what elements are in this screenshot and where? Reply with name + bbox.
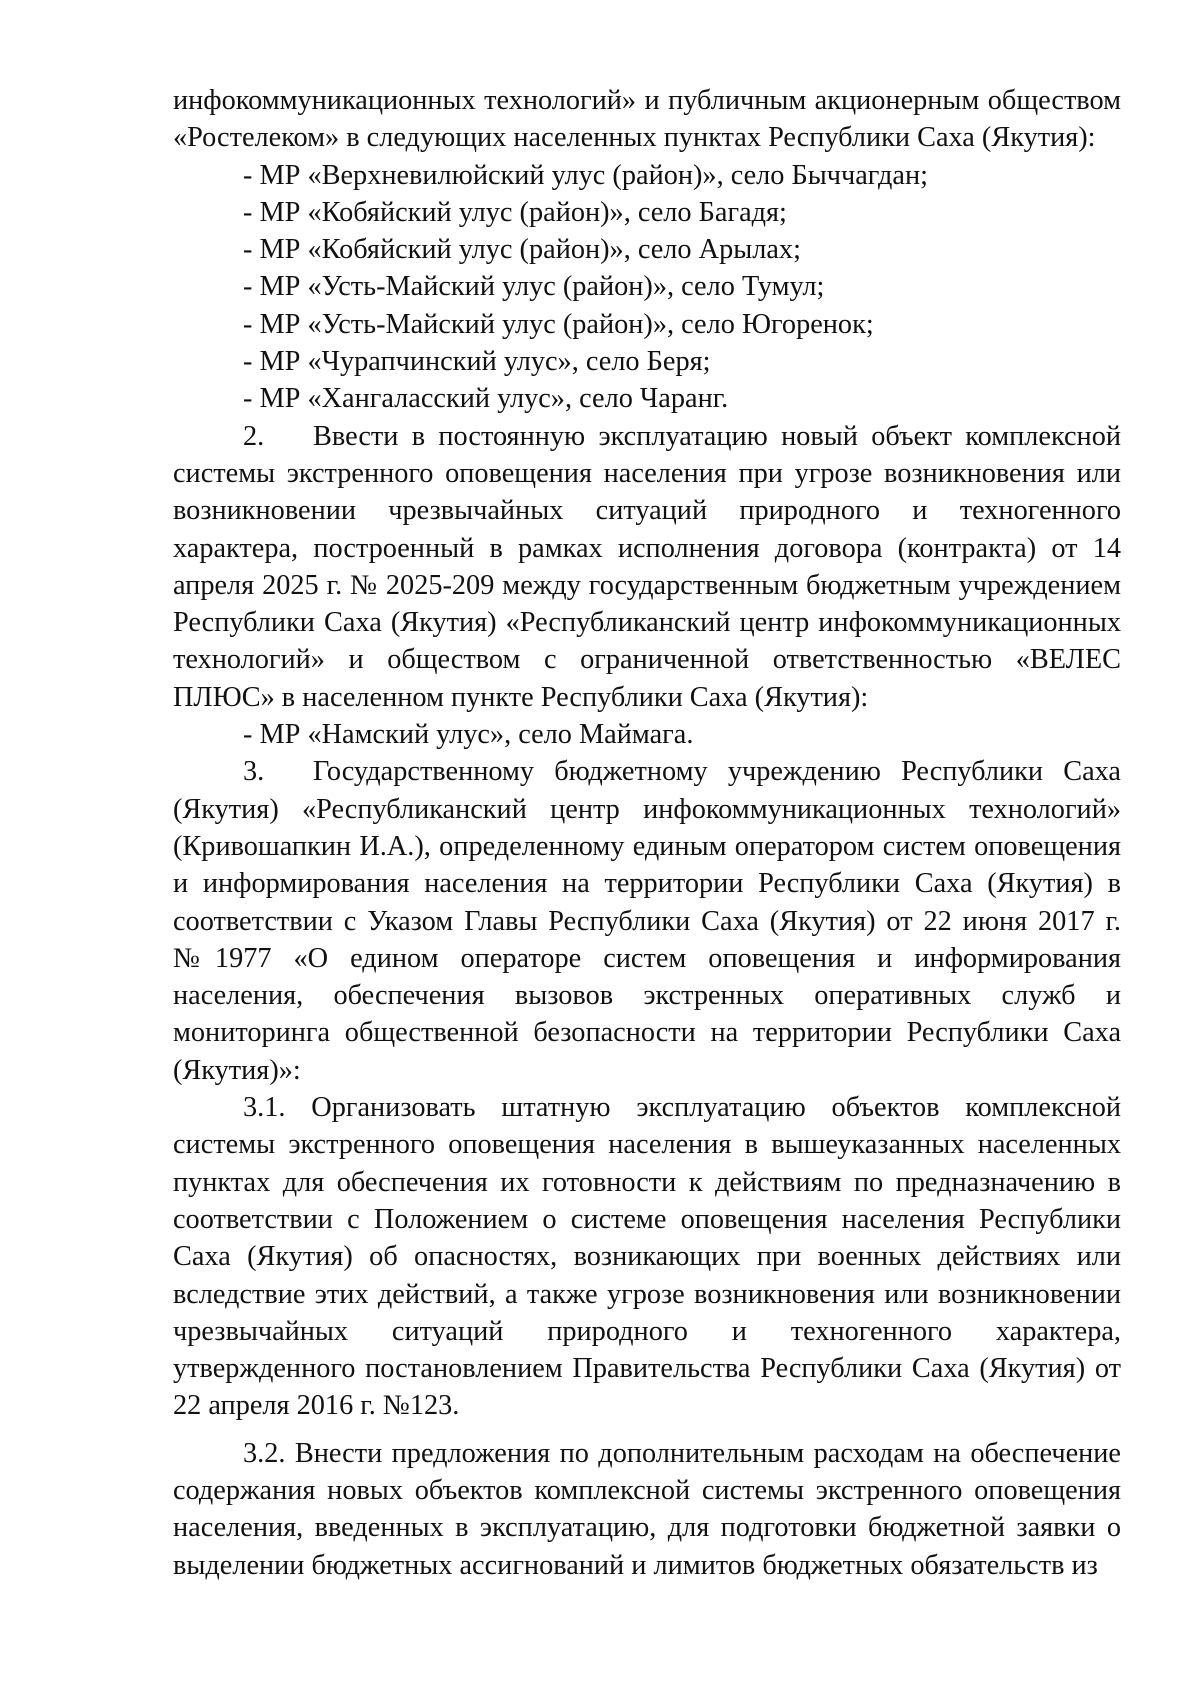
paragraph-text: Ввести в постоянную эксплуатацию новый объект комплексной системы экстренного оповещения населения при угрозе возникновения или возникновении чрезвычайных ситуаций природного и техногенного характера, построенный в рамках исполнения договора (контракта) от 14 апреля 2025 г. № 2025-209 между государственным бюджетным учреждением Республики Саха (Якутия) «Республиканский центр инфокоммуникационных технологий» и обществом с ограниченной ответственностью «ВЕЛЕС ПЛЮС» в населенном пункте Республики Саха (Якутия): (173, 420, 1121, 713)
paragraph-gap (173, 1425, 1121, 1435)
list-item: - МР «Кобяйский улус (район)», село Багадя; (243, 196, 787, 228)
list-item: - МР «Кобяйский улус (район)», село Арылах; (243, 234, 801, 266)
paragraph-3 (173, 753, 1121, 1089)
paragraph-2 (173, 418, 1121, 716)
paragraph-number: 2. (243, 420, 265, 452)
paragraph-text: Государственному бюджетному учреждению Республики Саха (Якутия) «Республиканский центр инфокоммуникационных технологий» (Кривошапкин И.А.), определенному единым оператором систем оповещения и информирования населения на территории Республики Саха (Якутия) в соответствии с Указом Главы Республики Саха (Якутия) от 22 июня 2017 г. №1977 «О едином операторе систем оповещения и информирования населения, обеспечения вызовов экстренных оперативных служб и мониторинга общественной безопасности на территории Республики Саха (Якутия)»: (173, 756, 1121, 1086)
list-item: - МР «Усть-Майский улус (район)», село Тумул; (243, 271, 825, 303)
list-item: - МР «Чурапчинский улус», село Беря; (243, 346, 711, 378)
document-page (173, 82, 1121, 1584)
settlements-list-1 (173, 157, 1121, 418)
paragraph-3-2: 3.2. Внести предложения по дополнительным расходам на обеспечение содержания новых объектов комплексной системы экстренного оповещения населения, введенных в эксплуатацию, для подготовки бюджетной заявки о выделении бюджетных ассигнований и лимитов бюджетных обязательств из (173, 1437, 1121, 1581)
intro-paragraph: инфокоммуникационных технологий» и публичным акционерным обществом «Ростелеком» в следующих населенных пунктах Республики Саха (Якутия): (173, 85, 1121, 154)
list-item: - МР «Усть-Майский улус (район)», село Югоренок; (243, 308, 874, 340)
paragraph-number: 3. (243, 756, 265, 788)
list-item: - МР «Верхневилюйский улус (район)», село Быччагдан; (243, 159, 928, 191)
list-item: - МР «Хангаласский улус», село Чаранг. (243, 383, 729, 415)
list-item: - МР «Намский улус», село Маймага. (243, 719, 694, 751)
paragraph-3-1: 3.1. Организовать штатную эксплуатацию объектов комплексной системы экстренного оповещения населения в вышеуказанных населенных пунктах для обеспечения их готовности к действиям по предназначению в соответствии с Положением о системе оповещения населения Республики Саха (Якутия) об опасностях, возникающих при военных действиях или вследствие этих действий, а также угрозе возникновения или возникновении чрезвычайных ситуаций природного и техногенного характера, утвержденного постановлением Правительства Республики Саха (Якутия) от 22 апреля 2016 г. №123. (173, 1092, 1121, 1422)
settlements-list-2 (173, 716, 1121, 753)
